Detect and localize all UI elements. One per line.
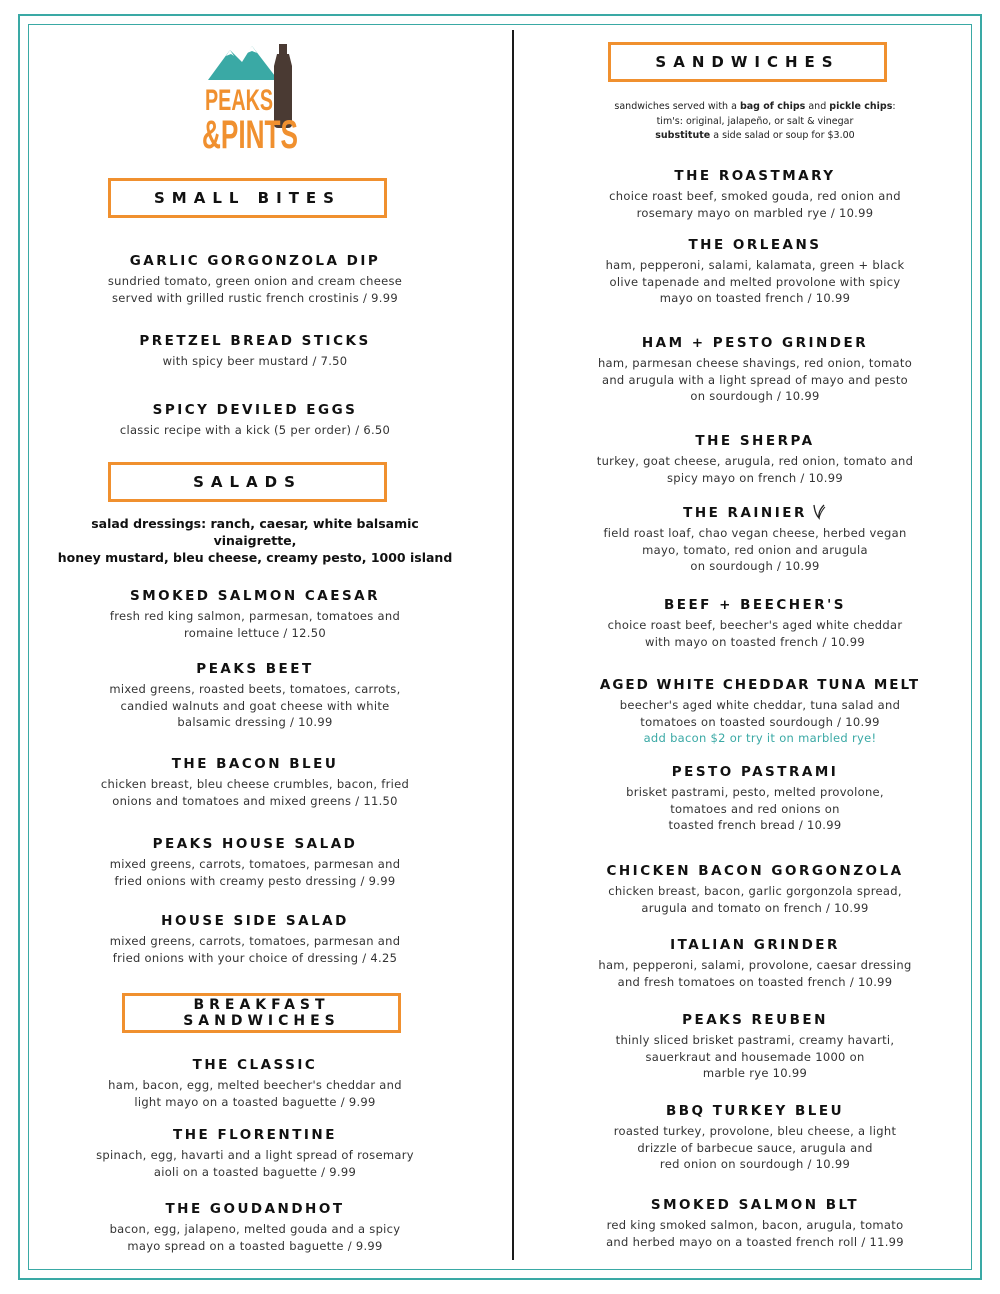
desc-line: sauerkraut and housemade 1000 on bbox=[645, 1049, 865, 1064]
desc-line: aioli on a toasted baguette / 9.99 bbox=[153, 1164, 357, 1179]
menu-item bbox=[545, 763, 965, 834]
item-description bbox=[50, 1221, 460, 1254]
menu-item bbox=[50, 835, 460, 889]
menu-item bbox=[50, 252, 460, 306]
item-description bbox=[545, 188, 965, 221]
desc-line: fresh red king salmon, parmesan, tomatoes and bbox=[109, 609, 401, 623]
item-name: PEAKS REUBEN bbox=[682, 1012, 828, 1028]
desc-line: ham, pepperoni, salami, kalamata, green + black bbox=[605, 258, 905, 272]
item-description bbox=[50, 1077, 460, 1110]
desc-line: brisket pastrami, pesto, melted provolone, bbox=[626, 785, 884, 799]
item-description bbox=[50, 681, 460, 731]
desc-line: arugula and tomato on french / 10.99 bbox=[641, 900, 869, 915]
desc-line: chicken breast, bacon, garlic gorgonzola spread, bbox=[608, 884, 902, 898]
menu-item bbox=[545, 596, 965, 650]
mountain-icon bbox=[208, 46, 278, 80]
item-name: PEAKS BEET bbox=[196, 661, 314, 677]
desc-line: red onion on sourdough / 10.99 bbox=[659, 1157, 851, 1171]
desc-line: candied walnuts and goat cheese with white bbox=[120, 698, 390, 713]
item-name: THE FLORENTINE bbox=[173, 1127, 337, 1143]
desc-line: served with grilled rustic french crostinis / 9.99 bbox=[112, 290, 398, 305]
column-divider bbox=[512, 30, 514, 1260]
menu-item bbox=[50, 912, 460, 966]
menu-item bbox=[50, 332, 460, 370]
note-line: sandwiches served with a bag of chips and pickle chips: bbox=[614, 101, 896, 112]
menu-item bbox=[50, 1056, 460, 1110]
item-name: SMOKED SALMON BLT bbox=[650, 1197, 860, 1213]
logo-line1: PEAKS bbox=[205, 84, 273, 117]
desc-line: onions and tomatoes and mixed greens / 11.50 bbox=[112, 793, 398, 808]
item-name: THE CLASSIC bbox=[192, 1057, 318, 1073]
item-description bbox=[50, 273, 460, 306]
dressings-line: ranch, caesar, white balsamic vinaigrette, bbox=[206, 516, 419, 548]
desc-line: choice roast beef, beecher's aged white cheddar bbox=[607, 618, 903, 632]
item-name: PEAKS HOUSE SALAD bbox=[152, 836, 358, 852]
desc-line: bacon, egg, jalapeno, melted gouda and a spicy bbox=[109, 1222, 401, 1236]
item-name: PRETZEL BREAD STICKS bbox=[139, 333, 371, 349]
item-name: THE SHERPA bbox=[695, 433, 815, 449]
item-name: GARLIC GORGONZOLA DIP bbox=[129, 253, 381, 269]
item-description bbox=[50, 353, 460, 370]
desc-line: classic recipe with a kick (5 per order) / 6.50 bbox=[119, 423, 391, 437]
item-description bbox=[545, 453, 965, 486]
item-description bbox=[545, 525, 965, 575]
item-description bbox=[545, 1032, 965, 1082]
menu-item bbox=[545, 1011, 965, 1082]
desc-line: fried onions with creamy pesto dressing / 9.99 bbox=[114, 873, 396, 888]
item-description bbox=[545, 784, 965, 834]
desc-line: light mayo on a toasted baguette / 9.99 bbox=[134, 1094, 376, 1109]
desc-line: mixed greens, carrots, tomatoes, parmesan and bbox=[109, 857, 401, 871]
menu-item bbox=[50, 1126, 460, 1180]
section-title-breakfast: BREAKFAST SANDWICHES bbox=[122, 993, 401, 1033]
desc-line: turkey, goat cheese, arugula, red onion, tomato and bbox=[596, 454, 914, 468]
desc-line: olive tapenade and melted provolone with spicy bbox=[609, 274, 901, 289]
desc-line: romaine lettuce / 12.50 bbox=[184, 625, 326, 640]
desc-line: sundried tomato, green onion and cream cheese bbox=[107, 274, 403, 288]
item-name: SPICY DEVILED EGGS bbox=[152, 402, 358, 418]
menu-item bbox=[50, 1200, 460, 1254]
salad-dressings bbox=[50, 515, 460, 566]
menu-item bbox=[545, 936, 965, 990]
dressings-line: honey mustard, bleu cheese, creamy pesto, 1000 island bbox=[57, 550, 453, 565]
item-description bbox=[545, 1123, 965, 1173]
desc-line: mayo spread on a toasted baguette / 9.99 bbox=[127, 1238, 383, 1253]
menu-item bbox=[545, 503, 965, 575]
desc-line: drizzle of barbecue sauce, arugula and bbox=[637, 1140, 873, 1155]
sandwich-note bbox=[575, 100, 935, 144]
menu-item bbox=[545, 862, 965, 916]
desc-line: thinly sliced brisket pastrami, creamy havarti, bbox=[615, 1033, 895, 1047]
item-description bbox=[50, 422, 460, 439]
dressings-label: salad dressings: bbox=[91, 516, 207, 531]
desc-line: mixed greens, carrots, tomatoes, parmesan and bbox=[109, 934, 401, 948]
desc-line: tomatoes on toasted sourdough / 10.99 bbox=[640, 714, 880, 729]
desc-line: on sourdough / 10.99 bbox=[690, 389, 820, 403]
menu-item bbox=[50, 587, 460, 641]
desc-line: balsamic dressing / 10.99 bbox=[177, 715, 333, 729]
desc-line: mayo, tomato, red onion and arugula bbox=[642, 542, 868, 557]
desc-line: mixed greens, roasted beets, tomatoes, carrots, bbox=[109, 682, 401, 696]
desc-line: fried onions with your choice of dressing / 4.25 bbox=[112, 950, 398, 965]
desc-line: and arugula with a light spread of mayo and pesto bbox=[602, 372, 908, 387]
item-name: THE BACON BLEU bbox=[171, 756, 339, 772]
item-name: PESTO PASTRAMI bbox=[671, 764, 839, 780]
desc-line: red king smoked salmon, bacon, arugula, tomato bbox=[606, 1218, 904, 1232]
add-on-note: add bacon $2 or try it on marbled rye! bbox=[643, 731, 877, 745]
logo-line2: &PINTS bbox=[202, 113, 298, 157]
desc-line: marble rye 10.99 bbox=[702, 1066, 808, 1080]
desc-line: ham, pepperoni, salami, provolone, caesar dressing bbox=[598, 958, 912, 972]
desc-line: spicy mayo on french / 10.99 bbox=[666, 470, 843, 485]
item-name: HAM + PESTO GRINDER bbox=[641, 335, 869, 351]
desc-line: toasted french bread / 10.99 bbox=[668, 818, 842, 832]
item-name: THE GOUDANDHOT bbox=[165, 1201, 345, 1217]
vegan-leaf-icon bbox=[811, 503, 827, 519]
section-title-sandwiches: SANDWICHES bbox=[608, 42, 887, 82]
peaks-and-pints-logo bbox=[200, 40, 310, 155]
desc-line: mayo on toasted french / 10.99 bbox=[659, 291, 851, 305]
item-description bbox=[50, 1147, 460, 1180]
item-name: CHICKEN BACON GORGONZOLA bbox=[606, 863, 904, 879]
item-description bbox=[545, 1217, 965, 1250]
section-title-salads: SALADS bbox=[108, 462, 387, 502]
item-description bbox=[50, 933, 460, 966]
menu-item bbox=[50, 660, 460, 731]
desc-line: ham, parmesan cheese shavings, red onion, tomato bbox=[597, 356, 913, 370]
item-description bbox=[545, 957, 965, 990]
item-name: THE ROASTMARY bbox=[674, 168, 836, 184]
desc-line: with mayo on toasted french / 10.99 bbox=[644, 634, 865, 649]
menu-item bbox=[545, 1196, 965, 1250]
bottle-icon bbox=[279, 44, 287, 54]
menu-item bbox=[545, 676, 975, 747]
item-description bbox=[545, 355, 965, 405]
desc-line: roasted turkey, provolone, bleu cheese, a light bbox=[613, 1124, 897, 1138]
desc-line: beecher's aged white cheddar, tuna salad and bbox=[619, 698, 901, 712]
menu-item bbox=[50, 755, 460, 809]
item-name: THE ORLEANS bbox=[688, 237, 822, 253]
desc-line: choice roast beef, smoked gouda, red onion and bbox=[609, 189, 901, 203]
desc-line: spinach, egg, havarti and a light spread of rosemary bbox=[96, 1148, 414, 1162]
desc-line: and herbed mayo on a toasted french roll / 11.99 bbox=[606, 1234, 904, 1249]
section-title-small-bites: SMALL BITES bbox=[108, 178, 387, 218]
item-name: HOUSE SIDE SALAD bbox=[161, 913, 349, 929]
item-name: SMOKED SALMON CAESAR bbox=[129, 588, 381, 604]
desc-line: on sourdough / 10.99 bbox=[690, 559, 820, 573]
desc-line: and fresh tomatoes on toasted french / 10.99 bbox=[617, 974, 893, 989]
note-line: substitute a side salad or soup for $3.00 bbox=[655, 130, 855, 141]
menu-item bbox=[545, 167, 965, 221]
item-description bbox=[50, 856, 460, 889]
item-description bbox=[545, 883, 965, 916]
item-description bbox=[545, 697, 975, 747]
item-name: THE RAINIER bbox=[683, 505, 807, 521]
menu-item bbox=[50, 401, 460, 439]
desc-line: rosemary mayo on marbled rye / 10.99 bbox=[636, 205, 874, 220]
item-description bbox=[50, 776, 460, 809]
menu-item bbox=[545, 1102, 965, 1173]
desc-line: field roast loaf, chao vegan cheese, herbed vegan bbox=[603, 526, 907, 540]
desc-line: ham, bacon, egg, melted beecher's cheddar and bbox=[108, 1078, 402, 1092]
item-description bbox=[545, 617, 965, 650]
desc-line: with spicy beer mustard / 7.50 bbox=[162, 354, 348, 368]
desc-line: tomatoes and red onions on bbox=[670, 801, 840, 816]
menu-item bbox=[545, 236, 965, 307]
item-name: ITALIAN GRINDER bbox=[670, 937, 840, 953]
item-name: BEEF + BEECHER'S bbox=[663, 597, 847, 613]
item-name-row bbox=[545, 503, 965, 522]
item-description bbox=[50, 608, 460, 641]
item-name: BBQ TURKEY BLEU bbox=[665, 1103, 845, 1119]
note-line: tim's: original, jalapeño, or salt & vinegar bbox=[656, 115, 854, 127]
menu-item bbox=[545, 432, 965, 486]
item-description bbox=[545, 257, 965, 307]
item-name: AGED WHITE CHEDDAR TUNA MELT bbox=[599, 677, 921, 693]
menu-item bbox=[545, 334, 965, 405]
desc-line: chicken breast, bleu cheese crumbles, bacon, fried bbox=[100, 777, 410, 791]
